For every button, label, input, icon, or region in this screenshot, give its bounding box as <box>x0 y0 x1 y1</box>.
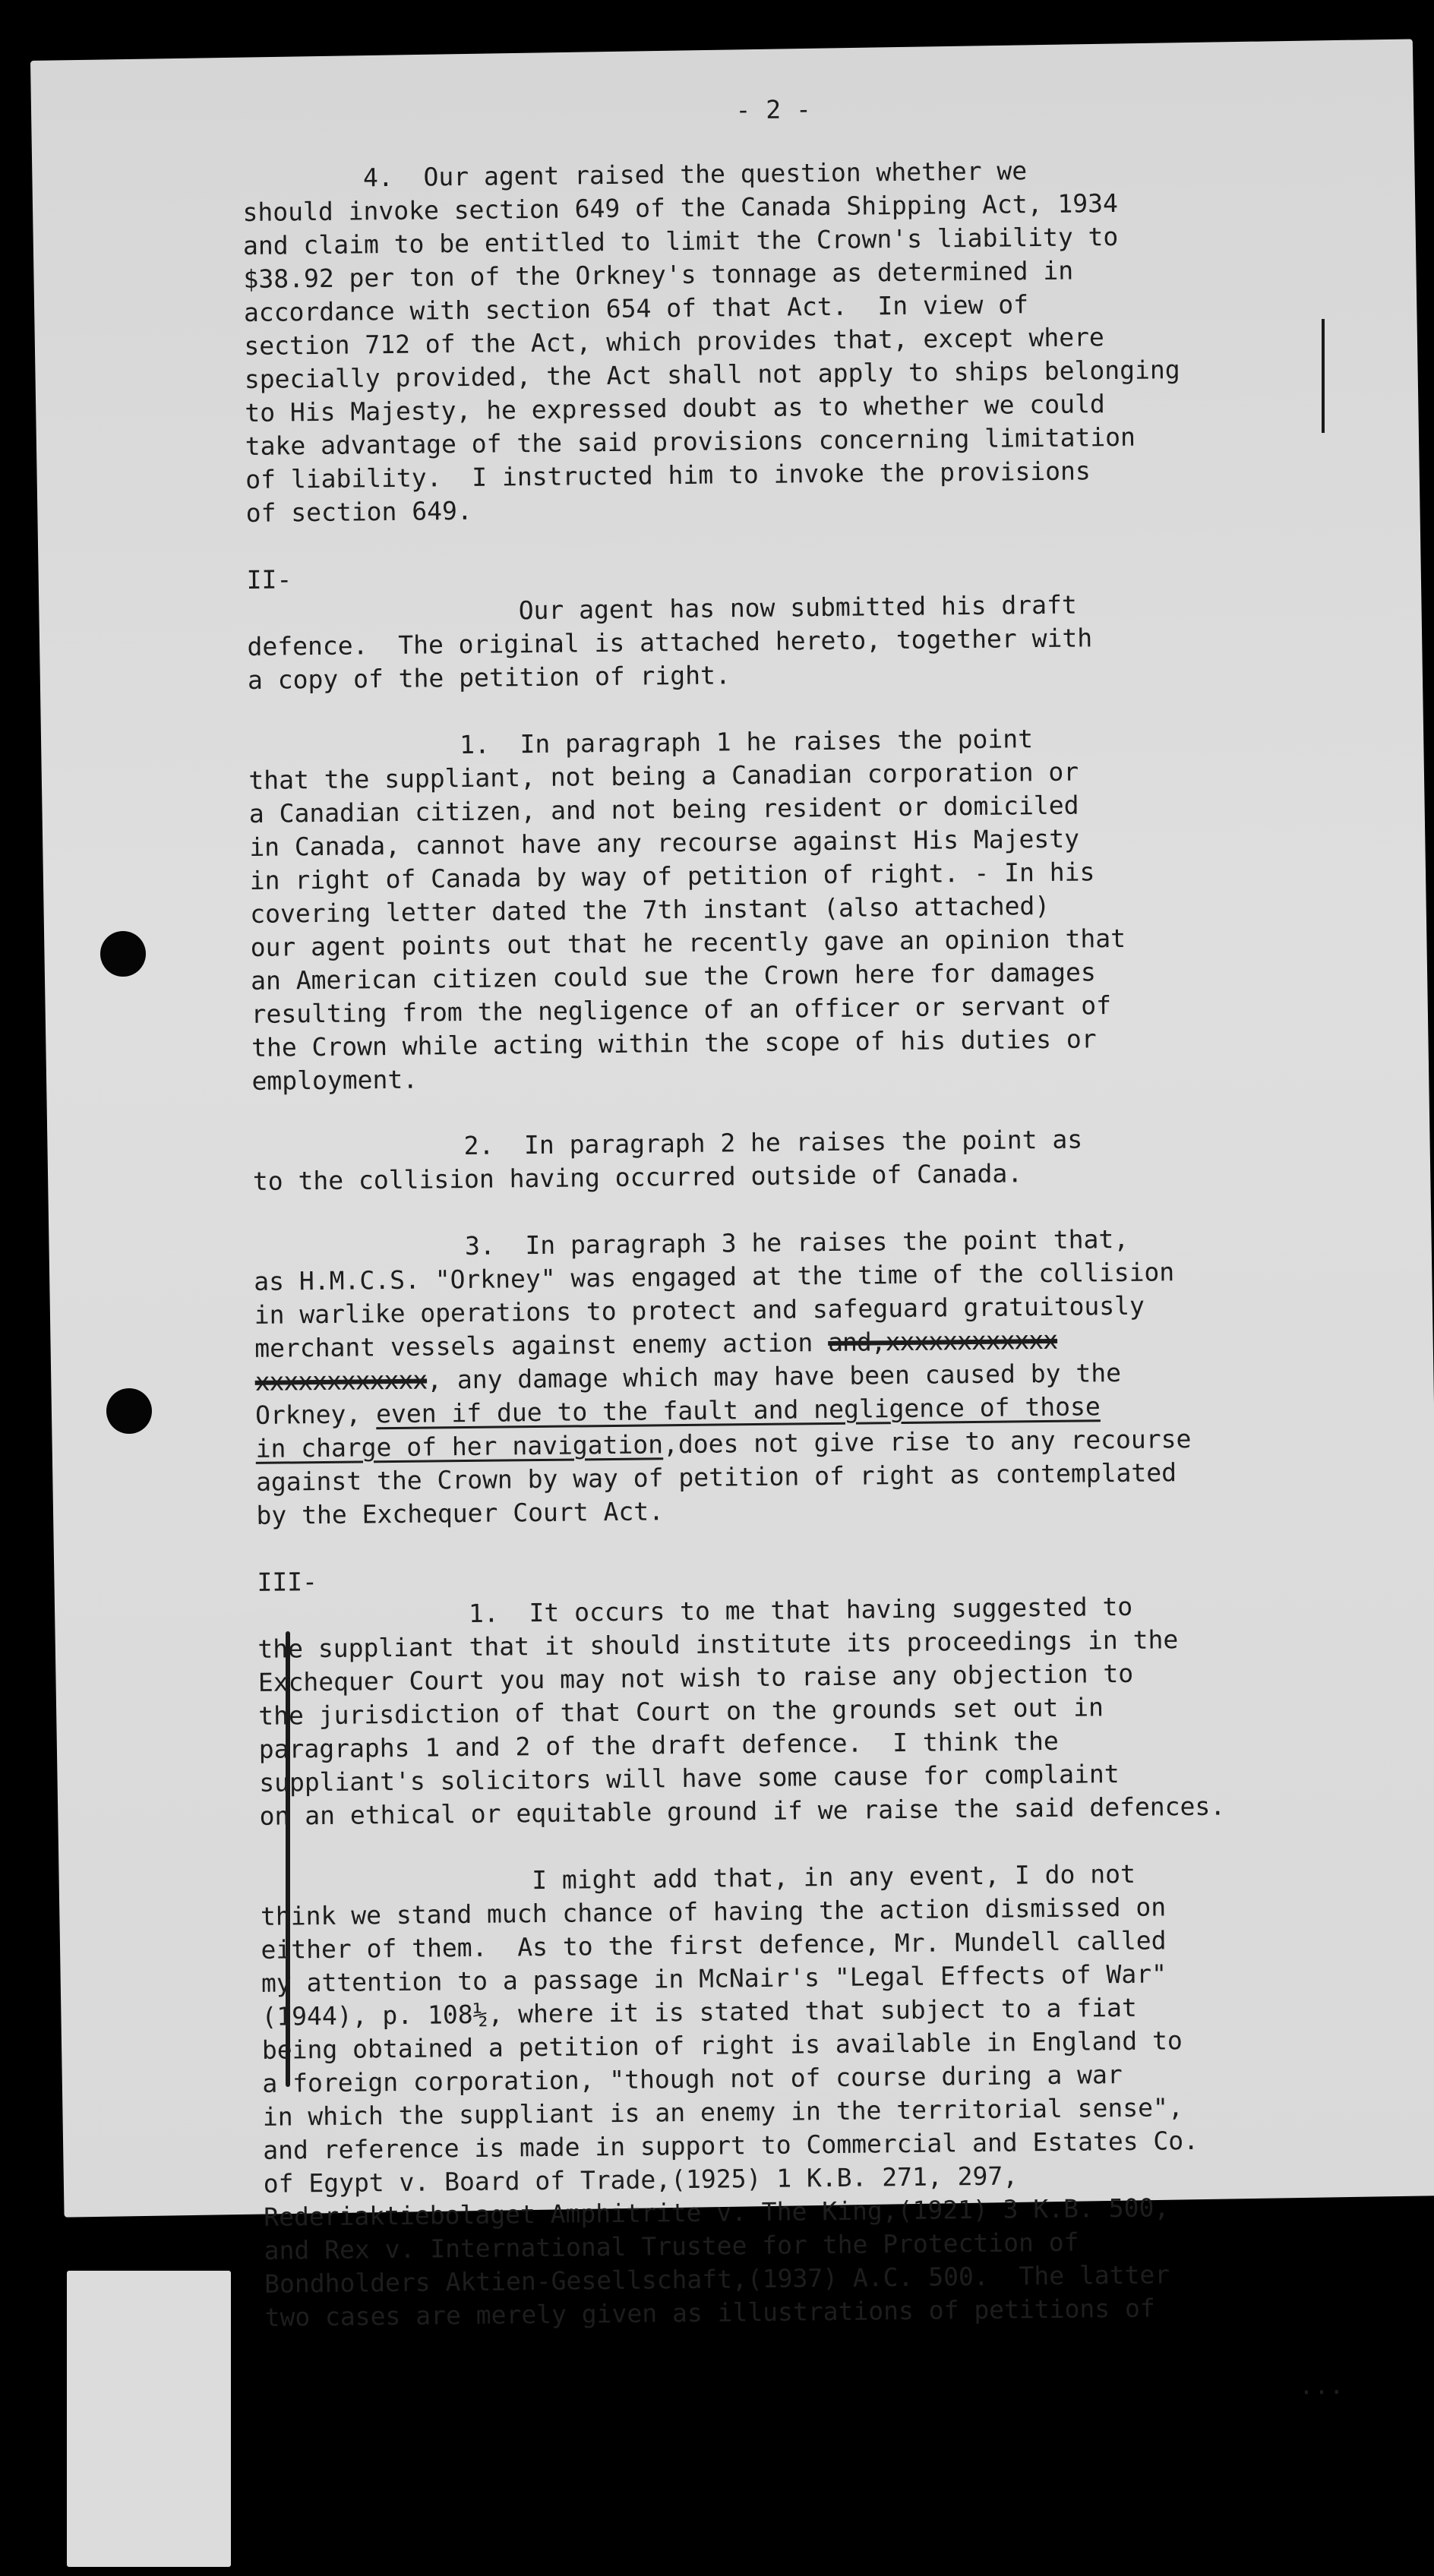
text-line: to the collision having occurred outside of Canada. <box>252 1158 1023 1196</box>
paper-slip <box>67 2271 231 2567</box>
text-line: the suppliant that it should institute its proceedings in the <box>257 1624 1179 1664</box>
text-line: specially provided, the Act shall not apply to ships belonging <box>244 355 1180 394</box>
text-line: defence. The original is attached hereto, together with <box>247 623 1093 661</box>
text-line: $38.92 per ton of the Orkney's tonnage as determined in <box>243 255 1074 294</box>
text-line: on an ethical or equitable ground if we raise the said defences. <box>259 1791 1226 1831</box>
text-segment: Orkney, <box>254 1399 377 1430</box>
continuation-mark: ... <box>1298 2369 1344 2401</box>
text-line: a copy of the petition of right. <box>247 660 731 695</box>
text-line: 2. In paragraph 2 he raises the point as <box>252 1124 1083 1163</box>
text-line: section 712 of the Act, which provides that, except where <box>244 322 1105 361</box>
text-line: paragraphs 1 and 2 of the draft defence. I think the <box>258 1725 1059 1764</box>
text-line: in right of Canada by way of petition of right. - In his <box>249 857 1095 895</box>
text-line: of section 649. <box>245 495 472 528</box>
section-iii-paragraph-2 <box>260 1855 1411 2334</box>
text-line: think we stand much chance of having the action dismissed on <box>260 1892 1167 1931</box>
section-heading: II- <box>246 564 292 595</box>
text-line: Exchequer Court you may not wish to raise any objection to <box>257 1658 1134 1697</box>
text-line: two cases are merely given as illustrations of petitions of <box>264 2293 1155 2332</box>
punch-hole <box>100 931 146 977</box>
text-line: either of them. As to the first defence, Mr. Mundell called <box>261 1925 1167 1965</box>
text-line: in warlike operations to protect and safeguard gratuitously <box>254 1290 1145 1330</box>
text-line: suppliant's solicitors will have some cause for complaint <box>259 1759 1120 1798</box>
text-line: 3. In paragraph 3 he raises the point that, <box>253 1223 1129 1263</box>
text-line: against the Crown by way of petition of right as contemplated <box>255 1457 1177 1497</box>
section-heading: III- <box>257 1567 318 1597</box>
paragraph-4 <box>242 150 1393 530</box>
section-iii-item-1 <box>257 1587 1407 1833</box>
section-ii-item-1 <box>248 718 1399 1098</box>
punch-hole <box>106 1388 152 1434</box>
text-line: in Canada, cannot have any recourse against His Majesty <box>249 823 1080 862</box>
text-line: and reference is made in support to Commercial and Estates Co. <box>263 2125 1199 2165</box>
text-line: the Crown while acting within the scope of his duties or <box>251 1024 1097 1062</box>
text-line: take advantage of the said provisions concerning limitation <box>245 421 1136 461</box>
text-line: as H.M.C.S. "Orkney" was engaged at the time of the collision <box>254 1257 1175 1296</box>
text-line: resulting from the negligence of an officer or servant of <box>251 990 1112 1029</box>
text-segment: ,does not give rise to any recourse <box>662 1424 1192 1460</box>
struck-text: and,xxxxxxxxxxxx <box>827 1324 1058 1358</box>
underlined-text: even if due to the fault and negligence of those <box>375 1391 1101 1429</box>
text-line: my attention to a passage in McNair's "Legal Effects of War" <box>261 1959 1167 1998</box>
text-line: a foreign corporation, "though not of course during a war <box>262 2059 1123 2098</box>
text-line: 1. It occurs to me that having suggested to <box>257 1591 1133 1631</box>
text-line: the jurisdiction of that Court on the grounds set out in <box>258 1692 1104 1731</box>
underlined-text: in charge of her navigation <box>255 1429 664 1463</box>
struck-text: xxxxxxxxxxxx <box>254 1365 428 1397</box>
text-line: of liability. I instructed him to invoke the provisions <box>245 456 1091 494</box>
text-line: being obtained a petition of right is available in England to <box>261 2025 1183 2065</box>
text-line: Rederiaktiebolaget Amphitrite v. The King,(1921) 3 K.B. 500, <box>264 2192 1170 2232</box>
text-line: in which the suppliant is an enemy in the territorial sense", <box>262 2092 1183 2132</box>
text-line: of Egypt v. Board of Trade,(1925) 1 K.B. 271, 297, <box>263 2161 1019 2199</box>
page-number: - 2 - <box>735 94 812 125</box>
text-line: that the suppliant, not being a Canadian corporation or <box>248 756 1079 795</box>
section-ii-item-2 <box>252 1119 1400 1198</box>
text-segment: merchant vessels against enemy action <box>254 1327 829 1363</box>
text-line: 4. Our agent raised the question whether we <box>242 156 1028 194</box>
text-line: accordance with section 654 of that Act. In view of <box>243 289 1029 327</box>
text-line: I might add that, in any event, I do not <box>260 1858 1136 1898</box>
text-line: (1944), p. 108½, where it is stated that subject to a fiat <box>261 1992 1137 2031</box>
section-ii-item-3 <box>254 1220 1404 1533</box>
text-line: and claim to be entitled to limit the Crown's liability to <box>242 221 1119 260</box>
document-text <box>242 87 1413 2413</box>
text-line: and Rex v. International Trustee for the Protection of <box>264 2227 1079 2265</box>
section-ii-intro <box>247 585 1395 697</box>
text-line: an American citizen could sue the Crown here for damages <box>250 957 1096 996</box>
text-line: 1. In paragraph 1 he raises the point <box>248 724 1034 762</box>
text-line: to His Majesty, he expressed doubt as to whether we could <box>245 389 1105 428</box>
text-line: a Canadian citizen, and not being resident or domiciled <box>248 790 1079 829</box>
text-line: covering letter dated the 7th instant (also attached) <box>250 890 1050 929</box>
text-segment: , any damage which may have been caused by the <box>426 1357 1122 1395</box>
text-line: Our agent has now submitted his draft <box>246 589 1077 628</box>
text-line: our agent points out that he recently gave an opinion that <box>250 923 1126 962</box>
text-line: should invoke section 649 of the Canada Shipping Act, 1934 <box>242 188 1119 227</box>
text-line: employment. <box>251 1064 419 1096</box>
text-line: Bondholders Aktien-Gesellschaft,(1937) A.C. 500. The latter <box>264 2259 1170 2299</box>
text-line: by the Exchequer Court Act. <box>256 1496 665 1530</box>
